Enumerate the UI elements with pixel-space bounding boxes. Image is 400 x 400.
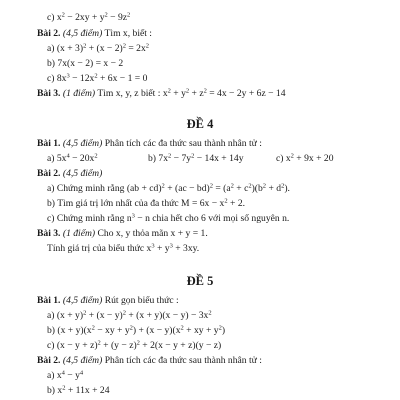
item-label: c) (276, 153, 284, 164)
exponent: 2 (218, 324, 222, 332)
exercise-points: (4,5 điểm) (62, 355, 103, 366)
exercise-points: (4,5 điểm) (62, 295, 103, 306)
de4-exercise-1-item-a (47, 154, 98, 164)
math-expression: $x^2 - 2xy + y^2 - 9z^2$ (56, 11, 131, 23)
de5-exercise-1-header (37, 296, 179, 306)
item-label: b) (47, 325, 55, 336)
exponent: 2 (83, 309, 87, 317)
math-expression: $(x + y)(x^2$ − xy + $y^2) + (x - y)(x^2$ + xy + $y^2$) (57, 324, 226, 336)
exercise-points: (4,5 điểm) (62, 138, 103, 149)
exponent: 2 (203, 87, 207, 95)
exercise-2-item-b (47, 59, 123, 69)
top-item-c (47, 13, 130, 23)
exercise-2-header (37, 29, 152, 39)
exercise-points: (4,5 điểm) (62, 168, 103, 179)
de5-exercise-2-header (37, 356, 262, 366)
item-text: Chứng minh rằng (56, 213, 125, 224)
exponent: 2 (185, 87, 190, 95)
exercise-task: Rút gọn biểu thức : (104, 295, 179, 306)
exercise-task: Phân tích các đa thức sau thành nhân tử : (104, 138, 262, 149)
exponent: 2 (83, 42, 87, 50)
exponent: 3 (66, 72, 70, 80)
exercise-label: Bài 2. (37, 28, 61, 39)
de4-exercise-2-item-b (47, 199, 245, 209)
exponent: 2 (145, 42, 150, 50)
item-label: a) (47, 310, 55, 321)
de4-exercise-3-header (37, 229, 208, 239)
item-text: Chứng minh rằng (56, 183, 125, 194)
exponent: 4 (79, 369, 84, 377)
exponent: 2 (94, 152, 98, 160)
math-expression: 7x(x − 2) = x − 2 (57, 58, 124, 69)
de4-exercise-2-header (37, 169, 102, 179)
exercise-task: Tìm x, y, z biết : (97, 88, 161, 99)
exponent: 2 (290, 152, 294, 160)
exercise-label: Bài 3. (37, 228, 61, 239)
exponent: 2 (167, 87, 171, 95)
exercise-label: Bài 1. (37, 138, 61, 149)
item-label: a) (47, 183, 55, 194)
exercise-task: Tìm x, biết : (104, 28, 152, 39)
item-label: a) (47, 153, 55, 164)
de5-exercise-1-item-c (47, 341, 221, 351)
math-expression: $8x^3 - 12x^2 + 6x - 1 = 0$ (56, 72, 148, 84)
exponent: 2 (122, 42, 126, 50)
math-expression: $n^3 - n$ (126, 212, 150, 224)
exponent: 2 (61, 11, 65, 19)
item-label: b) (47, 385, 55, 396)
de5-exercise-2-item-b (47, 386, 110, 396)
exercise-points: (1 điểm) (62, 228, 96, 239)
exercise-points: (4,5 điểm) (62, 28, 103, 39)
exercise-3-header (37, 89, 286, 99)
exponent: 2 (136, 339, 140, 347)
exponent: 2 (104, 11, 108, 19)
exponent: 2 (94, 72, 98, 80)
exercise-label: Bài 2. (37, 355, 61, 366)
exponent: 3 (169, 242, 173, 250)
math-expression: $x^2 + 9x + 20$ (285, 152, 334, 164)
exponent: 4 (66, 152, 70, 160)
exponent: 4 (61, 369, 65, 377)
exponent: 2 (127, 11, 131, 19)
exponent: 2 (91, 324, 95, 332)
exercise-task: Cho x, y thỏa mãn x + y = 1. (97, 228, 208, 239)
item-label: c) (47, 340, 55, 351)
exponent: 2 (129, 324, 133, 332)
exponent: 2 (224, 197, 228, 205)
item-text: Tìm giá trị lớn nhất của đa thức (57, 198, 179, 209)
de5-exercise-2-item-a (47, 371, 83, 381)
exponent: 2 (248, 182, 252, 190)
exercise-2-item-a (47, 44, 149, 54)
de4-exercise-2-item-a (47, 184, 290, 194)
de4-exercise-1-header (37, 139, 262, 149)
math-expression: $M = 6x - x^2 + 2$. (181, 197, 246, 209)
exercise-label: Bài 1. (37, 295, 61, 306)
de5-exercise-1-item-a (47, 311, 212, 321)
exercise-points: (1 điểm) (62, 88, 96, 99)
exam-heading-5: ĐỀ 5 (186, 274, 214, 288)
math-expression: $x^2 + y^2 + z^2 = 4x - 2y + 6z - 14$ (162, 87, 286, 99)
item-label: b) (148, 153, 156, 164)
exam-heading-4: ĐỀ 4 (186, 117, 214, 131)
exponent: 2 (168, 152, 172, 160)
exponent: 2 (180, 324, 184, 332)
item-text-tail: chia hết cho 6 với mọi số nguyên n. (152, 213, 290, 224)
exponent: 2 (161, 182, 165, 190)
de4-exercise-1-item-b (148, 154, 244, 164)
exercise-2-item-c (47, 74, 147, 84)
de4-exercise-1-item-c (276, 154, 334, 164)
math-expression: $x^2 + 11x + 24$ (57, 384, 110, 396)
math-expression: $5x^4 - 20x^2$ (56, 152, 98, 164)
exponent: 2 (97, 339, 101, 347)
math-expression: $x^4 - y^4$ (56, 369, 84, 381)
exercise-label: Bài 3. (37, 88, 61, 99)
exponent: 3 (131, 212, 135, 220)
exponent: 2 (281, 182, 285, 190)
exponent: 2 (191, 152, 195, 160)
exercise-label: Bài 2. (37, 168, 61, 179)
item-label: c) (47, 12, 55, 23)
de4-exercise-2-item-c (47, 214, 289, 224)
exponent: 2 (262, 182, 267, 190)
exponent: 2 (230, 182, 234, 190)
item-label: a) (47, 370, 55, 381)
exponent: 3 (151, 242, 155, 250)
de5-exercise-1-item-b (47, 326, 225, 336)
math-expression: $x^3 + y^3 + 3xy$. (146, 242, 200, 254)
math-expression: $(ab + cd)^2 + (ac - bd)^2 = (a^2 + c^2)(b^2 + d^2)$. (126, 182, 290, 194)
item-text: Tính giá trị của biểu thức (47, 243, 145, 254)
item-label: b) (47, 58, 55, 69)
math-expression: $(x - y + z)^2 + (y - z)^2 + 2(x - y + z)(y - z)$ (56, 339, 222, 351)
de4-exercise-3-task (47, 244, 199, 254)
item-label: a) (47, 43, 55, 54)
exponent: 2 (208, 309, 212, 317)
math-expression: $7x^2 - 7y^2 - 14x + 14y$ (158, 152, 244, 164)
item-label: c) (47, 213, 55, 224)
exponent: 2 (122, 309, 126, 317)
exercise-task: Phân tích các đa thức sau thành nhân tử : (104, 355, 262, 366)
math-expression: $(x + 3)^2 + (x - 2)^2 = 2x^2$ (56, 42, 150, 54)
item-label: c) (47, 73, 55, 84)
exponent: 2 (209, 182, 213, 190)
item-label: b) (47, 198, 55, 209)
math-expression: $(x + y)^2 + (x - y)^2 + (x + y)(x - y) - 3x^2$ (56, 309, 212, 321)
exponent: 2 (62, 384, 66, 392)
